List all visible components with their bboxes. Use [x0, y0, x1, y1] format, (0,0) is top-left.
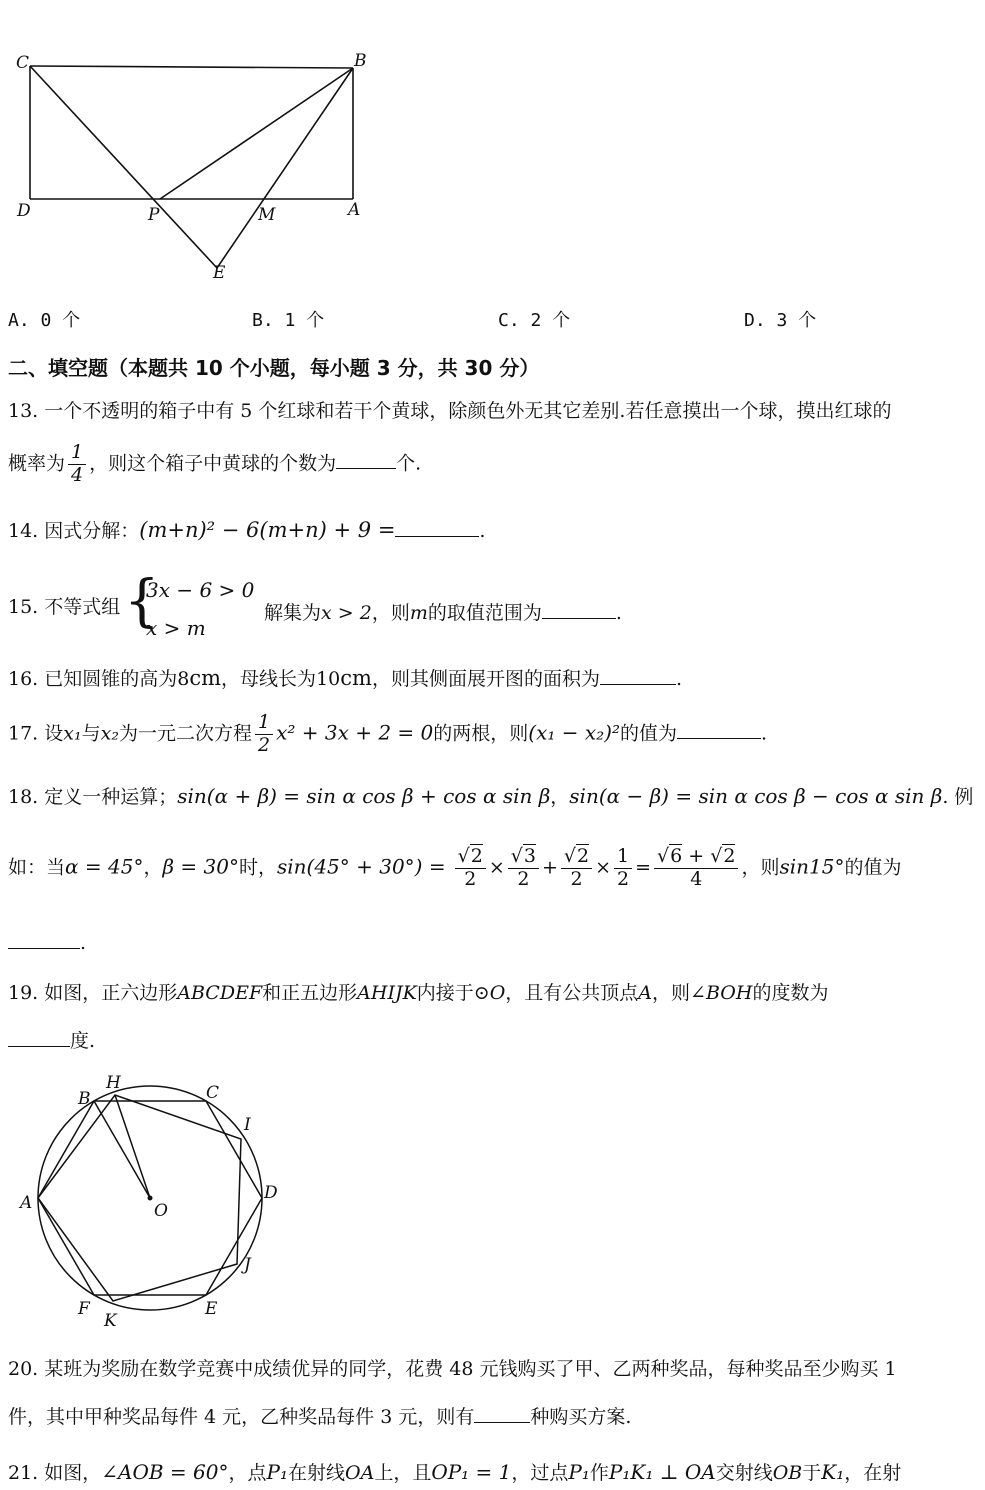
- label-P: P: [148, 205, 160, 225]
- q17-blank[interactable]: [677, 736, 761, 739]
- label-B: B: [78, 1089, 91, 1109]
- label-I: I: [244, 1115, 251, 1135]
- q15-system-brace: {: [124, 569, 160, 634]
- label-D: D: [17, 201, 31, 221]
- label-J: J: [244, 1255, 251, 1275]
- q13-blank[interactable]: [336, 466, 396, 469]
- q14-line: 14. 因式分解：(m+n)² − 6(m+n) + 9 = .: [8, 518, 486, 542]
- q15-rest: 解集为x > 2，则m的取值范围为 .: [264, 602, 622, 624]
- label-E: E: [213, 263, 226, 283]
- label-B: B: [354, 51, 367, 71]
- figure-rectangle-diagram: [0, 40, 400, 290]
- q19-line2: 度.: [8, 1032, 95, 1051]
- q15-blank[interactable]: [542, 616, 616, 619]
- label-H: H: [106, 1073, 121, 1093]
- q18-line3: .: [8, 934, 86, 953]
- q15-line: 15. 不等式组: [8, 596, 121, 618]
- label-O: O: [154, 1201, 168, 1221]
- q17-fraction: $\frac{1}{2}$: [255, 712, 273, 757]
- q15-ineq1: 3x − 6 > 0: [146, 578, 255, 602]
- label-C: C: [206, 1083, 220, 1103]
- q15-ineq2: x > m: [146, 616, 206, 640]
- label-M: M: [258, 205, 276, 225]
- label-F: F: [78, 1299, 90, 1319]
- q21-line: 21. 如图，∠AOB = 60°，点P₁在射线OA上，且OP₁ = 1，过点P₁作P₁K₁ ⊥ OA交射线OB于K₁，在射: [8, 1460, 902, 1484]
- option-a: A. 0 个: [8, 310, 81, 331]
- q19-blank[interactable]: [8, 1044, 70, 1047]
- q18-line1: 18. 定义一种运算；sin(α + β) = sin α cos β + cos α sin β，sin(α − β) = sin α cos β − cos α sin β. 例: [8, 784, 974, 808]
- q18-line2: 如：当α = 45°，β = 30°时，sin(45° + 30°) = $\frac{√2}{2}$ × $\frac{√3}{2}$ + $\frac{√2}{2}$ × $\frac{1}{2}$ = $\frac{√6 + √2}{4}$ ，则sin15°的值为: [8, 845, 902, 890]
- q17-line: 17. 设x₁与x₂为一元二次方程 $\frac{1}{2}$ x² + 3x + 2 = 0的两根，则(x₁ − x₂)²的值为 .: [8, 711, 768, 756]
- label-C: C: [16, 53, 30, 73]
- q20-line1: 20. 某班为奖励在数学竞赛中成绩优异的同学，花费 48 元钱购买了甲、乙两种奖品，每种奖品至少购买 1: [8, 1358, 897, 1380]
- q20-blank[interactable]: [474, 1420, 530, 1423]
- q19-line1: 19. 如图，正六边形ABCDEF和正五边形AHIJK内接于⊙O，且有公共顶点A，则∠BOH的度数为: [8, 982, 829, 1004]
- label-D: D: [264, 1183, 278, 1203]
- figure-circle-polygons: [0, 1068, 300, 1338]
- label-A: A: [348, 200, 361, 220]
- q13-line2: 概率为 $\frac{1}{4}$ ，则这个箱子中黄球的个数为 个.: [8, 441, 422, 486]
- q16-blank[interactable]: [600, 682, 676, 685]
- section-heading: 二、填空题（本题共 10 个小题，每小题 3 分，共 30 分）: [8, 356, 540, 380]
- label-A: A: [20, 1193, 33, 1213]
- q13-line1: 13. 一个不透明的箱子中有 5 个红球和若干个黄球，除颜色外无其它差别.若任意摸出一个球，摸出红球的: [8, 400, 892, 422]
- q13-fraction: $\frac{1}{4}$: [68, 442, 86, 487]
- q20-line2: 件，其中甲种奖品每件 4 元，乙种奖品每件 3 元，则有 种购买方案.: [8, 1406, 632, 1428]
- label-K: K: [104, 1311, 117, 1331]
- option-d: D. 3 个: [744, 310, 817, 331]
- option-c: C. 2 个: [498, 310, 571, 331]
- q14-blank[interactable]: [395, 534, 479, 537]
- q16-line: 16. 已知圆锥的高为8cm，母线长为10cm，则其侧面展开图的面积为 .: [8, 666, 682, 690]
- label-E: E: [205, 1299, 218, 1319]
- q18-blank[interactable]: [8, 946, 80, 949]
- option-b: B. 1 个: [252, 310, 325, 331]
